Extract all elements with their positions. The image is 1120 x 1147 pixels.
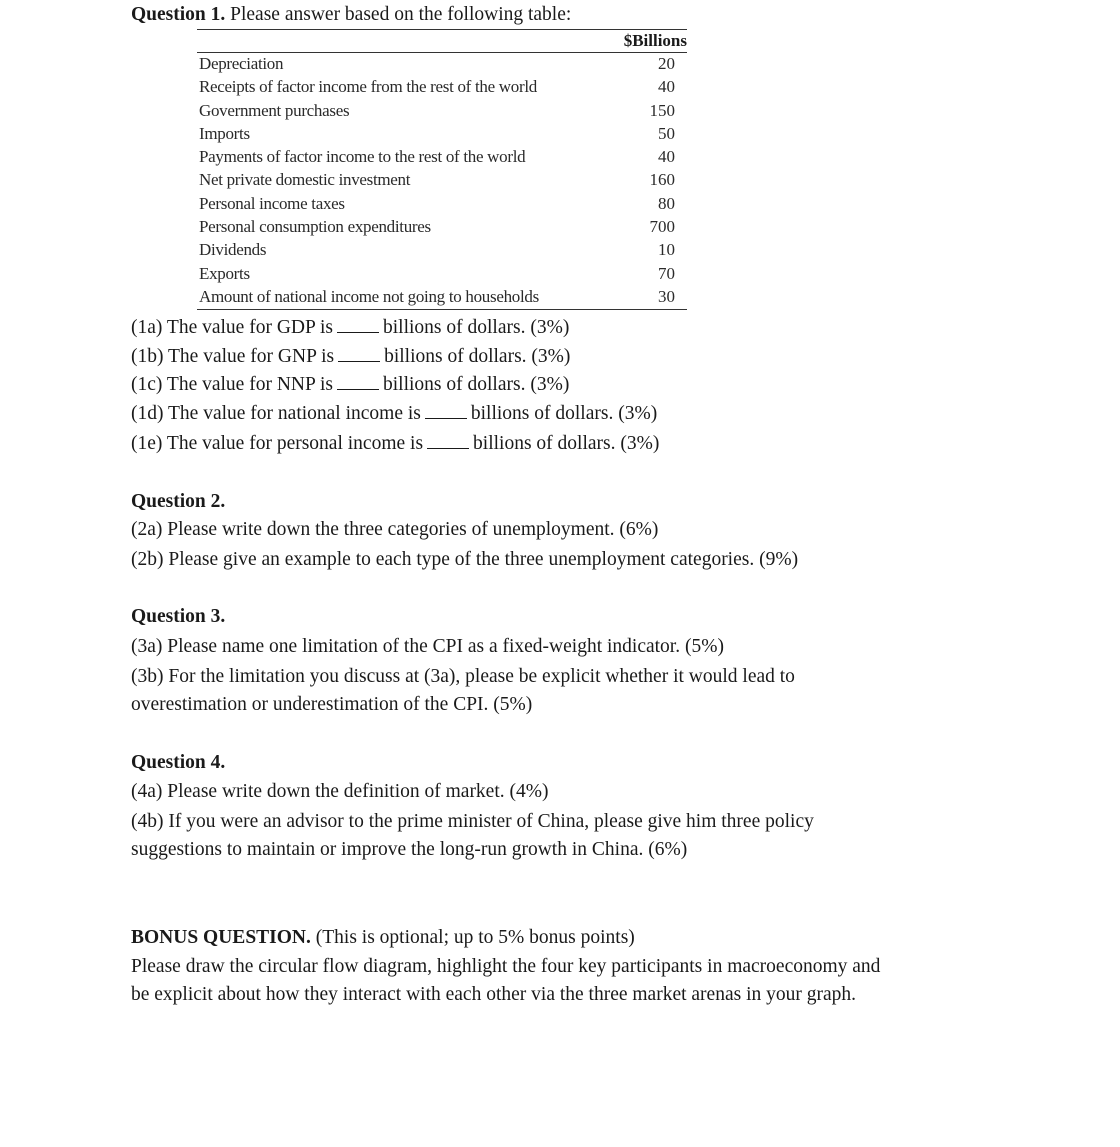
- bonus-note: (This is optional; up to 5% bonus points): [310, 927, 635, 948]
- q1-part-a-prompt: (1a) The value for GDP is: [131, 317, 333, 338]
- table-row: [197, 216, 687, 239]
- table-row-label: Payments of factor income to the rest of the world: [199, 147, 526, 167]
- q1-part-e: [131, 432, 659, 456]
- q2-line: (2a) Please write down the three categories of unemployment. (6%): [131, 519, 659, 540]
- q2-line: (2b) Please give an example to each type of the three unemployment categories. (9%): [131, 549, 799, 570]
- q1-part-d-prompt: (1d) The value for national income is: [131, 403, 421, 424]
- q4-line: suggestions to maintain or improve the long-run growth in China. (6%): [131, 839, 688, 860]
- table-row-label: Personal consumption expenditures: [199, 217, 431, 237]
- table-row-label: Amount of national income not going to households: [199, 286, 539, 306]
- table-row: [197, 76, 687, 99]
- q4-heading-line: [131, 751, 225, 775]
- table-unit-header: $Billions: [623, 31, 687, 50]
- q1-part-e-suffix: billions of dollars. (3%): [473, 433, 660, 454]
- table-row-value: 80: [658, 193, 675, 213]
- table-row-value: 40: [658, 77, 675, 97]
- q4-line: (4b) If you were an advisor to the prime minister of China, please give him three policy: [131, 811, 814, 832]
- q4-heading: Question 4.: [131, 752, 226, 773]
- table-row: [197, 53, 687, 76]
- table-row-label: Receipts of factor income from the rest of the world: [199, 77, 537, 97]
- table-row-label: Dividends: [199, 240, 267, 260]
- factor-income-table: [197, 29, 687, 310]
- q3-line: (3a) Please name one limitation of the CPI as a fixed-weight indicator. (5%): [131, 636, 724, 657]
- q3-line: overestimation or underestimation of the CPI. (5%): [131, 694, 533, 715]
- bonus-line: Please draw the circular flow diagram, highlight the four key participants in macroeconomy and: [131, 956, 881, 977]
- table-row: [197, 263, 687, 286]
- answer-blank[interactable]: [338, 346, 380, 362]
- bonus-line: be explicit about how they interact with each other via the three market arenas in your graph.: [131, 984, 857, 1005]
- table-row: [197, 123, 687, 146]
- q3-line: (3b) For the limitation you discuss at (3a), please be explicit whether it would lead to: [131, 666, 795, 687]
- table-row-value: 50: [658, 123, 675, 143]
- q1-part-c-prompt: (1c) The value for NNP is: [131, 374, 333, 395]
- q2-heading-line: [131, 490, 225, 514]
- table-row-value: 700: [649, 217, 675, 237]
- q1-part-d-suffix: billions of dollars. (3%): [470, 403, 658, 424]
- table-row-value: 70: [658, 263, 675, 283]
- q3-heading: Question 3.: [131, 606, 226, 627]
- q1-title-line: [131, 3, 571, 27]
- q1-part-b-prompt: (1b) The value for GNP is: [131, 346, 335, 367]
- bonus-heading-line: [131, 926, 635, 950]
- q1-part-c: [131, 373, 569, 397]
- q1-part-d: [131, 402, 657, 426]
- q1-part-c-suffix: billions of dollars. (3%): [383, 374, 570, 395]
- table-row: [197, 100, 687, 123]
- table-row: [197, 146, 687, 169]
- q1-part-b-suffix: billions of dollars. (3%): [384, 346, 571, 367]
- table-row-value: 20: [658, 54, 675, 73]
- table-row: [197, 169, 687, 192]
- table-row-label: Net private domestic investment: [199, 170, 411, 190]
- answer-blank[interactable]: [337, 317, 379, 333]
- table-header: [197, 30, 687, 53]
- table-row: [197, 239, 687, 262]
- table-row-label: Personal income taxes: [199, 193, 345, 213]
- q1-heading: Question 1.: [131, 4, 226, 25]
- table-row-label: Exports: [199, 263, 250, 283]
- table-row-value: 160: [649, 170, 675, 190]
- q1-intro: Please answer based on the following table:: [225, 4, 572, 25]
- table-row-value: 40: [658, 147, 675, 167]
- table-row-label: Government purchases: [199, 100, 350, 120]
- q4-line: (4a) Please write down the definition of market. (4%): [131, 781, 549, 802]
- table-row-value: 150: [649, 100, 675, 120]
- answer-blank[interactable]: [425, 403, 467, 419]
- q1-part-b: [131, 345, 570, 369]
- q1-part-e-prompt: (1e) The value for personal income is: [131, 433, 424, 454]
- table-row-value: 30: [658, 286, 675, 306]
- table-row-label: Imports: [199, 123, 250, 143]
- q2-heading: Question 2.: [131, 491, 226, 512]
- table-row-value: 10: [658, 240, 675, 260]
- table-row: [197, 193, 687, 216]
- answer-blank[interactable]: [337, 374, 379, 390]
- bonus-heading: BONUS QUESTION.: [131, 927, 311, 948]
- q3-heading-line: [131, 605, 225, 629]
- q1-part-a-suffix: billions of dollars. (3%): [383, 317, 570, 338]
- table-row-label: Depreciation: [199, 54, 284, 73]
- q1-part-a: [131, 316, 569, 340]
- table-row: [197, 286, 687, 309]
- answer-blank[interactable]: [427, 433, 469, 449]
